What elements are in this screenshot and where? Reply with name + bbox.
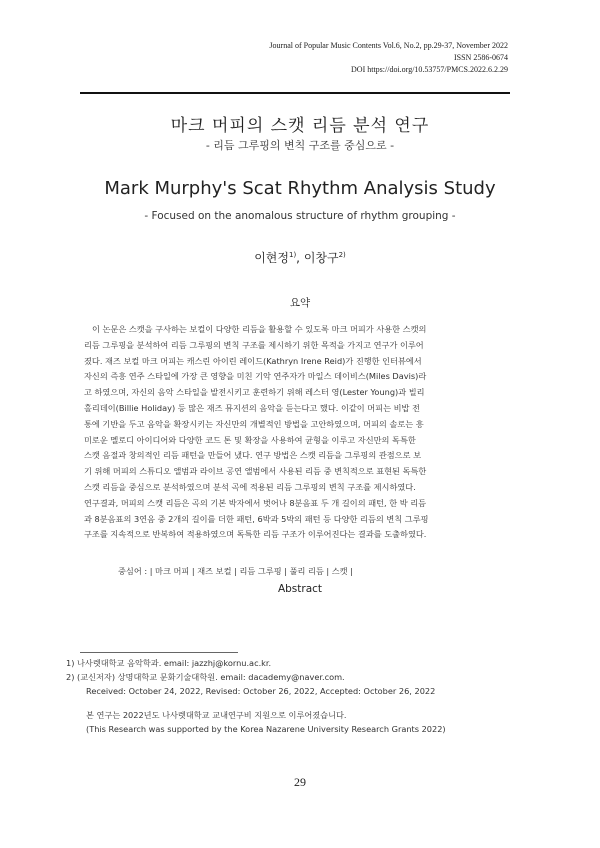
- issn: ISSN 2586-0674: [453, 53, 508, 62]
- abstract-line: 스캣 음절과 창의적인 리듬 패턴을 만들어 냈다. 연구 방법은 스캣 리듬을 그루핑의 관점으로 보: [84, 450, 421, 461]
- footnote-1: 1) 나사렛대학교 음악학과. email: jazzhj@kornu.ac.kr.: [66, 658, 272, 668]
- abstract-en-heading: Abstract: [277, 583, 323, 595]
- footnote-2: 2) (교신저자) 상명대학교 문화기술대학원. email: dacademy@naver.com.: [66, 672, 345, 682]
- english-title: Mark Murphy's Scat Rhythm Analysis Study: [104, 178, 496, 199]
- abstract-line: 홀리데이(Billie Holiday) 등 많은 재즈 뮤지션의 음악을 듣는다고 했다. 이같이 머피는 비밥 전: [84, 402, 420, 413]
- footnote-gap: [66, 698, 536, 708]
- korean-subtitle: - 리듬 그루핑의 변칙 구조를 중심으로 -: [205, 139, 395, 152]
- funding-note-en: (This Research was supported by the Korea Nazarene University Research Grants 2022): [86, 724, 446, 734]
- author-line: [0, 249, 600, 266]
- journal-citation: Journal of Popular Music Contents Vol.6, No.2, pp.29-37, November 2022: [269, 41, 508, 50]
- author-separator: ,: [296, 251, 304, 265]
- abstract-line: 자신의 즉흥 연주 스타일에 가장 큰 영향을 미친 기악 연주자가 마일스 데이비스(Miles Davis)라: [84, 371, 427, 382]
- page-number: 29: [294, 775, 306, 789]
- abstract-line: 연구결과, 머피의 스캣 리듬은 곡의 기본 박자에서 벗어나 8분음표 두 개 길이의 패턴, 한 박 리듬: [84, 497, 427, 508]
- abstract-ko-body: [84, 322, 512, 543]
- abstract-line: 통에 기반을 두고 음악을 확장시키는 자신만의 개별적인 방법을 고안하였으며, 머피의 솔로는 흥: [84, 418, 424, 429]
- journal-header: [148, 40, 508, 76]
- abstract-line: 이 논문은 스캣을 구사하는 보컬이 다양한 리듬을 활용할 수 있도록 마크 머피가 사용한 스캣의: [92, 324, 427, 334]
- footnote-mark[interactable]: 2): [338, 251, 346, 259]
- english-subtitle: - Focused on the anomalous structure of rhythm grouping -: [144, 210, 456, 222]
- footnote-mark[interactable]: 1): [288, 251, 297, 259]
- title-rule: [80, 92, 510, 94]
- abstract-ko-heading: 요약: [289, 297, 311, 309]
- keywords: 중심어 : | 마크 머피 | 재즈 보컬 | 리듬 그루핑 | 풀리 리듬 | 스캣 |: [118, 566, 353, 576]
- footnote-rule: [80, 652, 238, 653]
- abstract-line: 졌다. 재즈 보컬 마크 머피는 캐스린 아이린 레이드(Kathryn Irene Reid)가 진행한 인터뷰에서: [84, 355, 422, 366]
- abstract-line: 과 8분음표의 3연음 중 2개의 길이를 더한 패턴, 6박과 5박의 패턴 등 다양한 리듬의 변칙 그루핑: [84, 513, 429, 524]
- abstract-line: 구조를 지속적으로 반복하여 적용하였으며 독특한 리듬 구조가 이루어진다는 결과를 도출하였다.: [84, 529, 427, 540]
- abstract-line: 미로운 멜로디 아이디어와 다양한 코드 톤 및 확장을 사용하여 균형을 이루고 자신만의 독특한: [84, 434, 416, 445]
- funding-note-ko: 본 연구는 2022년도 나사렛대학교 교내연구비 지원으로 이루어졌습니다.: [86, 710, 347, 720]
- abstract-line: 고 하였으며, 자신의 음악 스타일을 발전시키고 훈련하기 위해 레스터 영(Lester Young)과 빌리: [84, 387, 425, 398]
- footnotes: [66, 656, 536, 736]
- author-name: 이창구: [303, 251, 339, 265]
- doi-link[interactable]: DOI https://doi.org/10.53757/PMCS.2022.6.2.29: [351, 65, 508, 74]
- abstract-line: 기 위해 머피의 스튜디오 앨범과 라이브 공연 앨범에서 사용된 리듬 중 변칙적으로 표현된 독특한: [84, 466, 427, 477]
- author-name: 이현정: [254, 251, 289, 265]
- abstract-line: 스캣 리듬을 중심으로 분석하였으며 분석 곡에 적용된 리듬 그루핑의 변칙 구조를 제시하였다.: [84, 481, 416, 492]
- korean-title: 마크 머피의 스캣 리듬 분석 연구: [170, 116, 430, 136]
- received-dates: Received: October 24, 2022, Revised: October 26, 2022, Accepted: October 26, 2022: [86, 686, 436, 696]
- abstract-line: 리듬 그루핑을 분석하여 리듬 그루핑의 변칙 구조를 제시하기 위한 목적을 가지고 연구가 이루어: [84, 339, 424, 350]
